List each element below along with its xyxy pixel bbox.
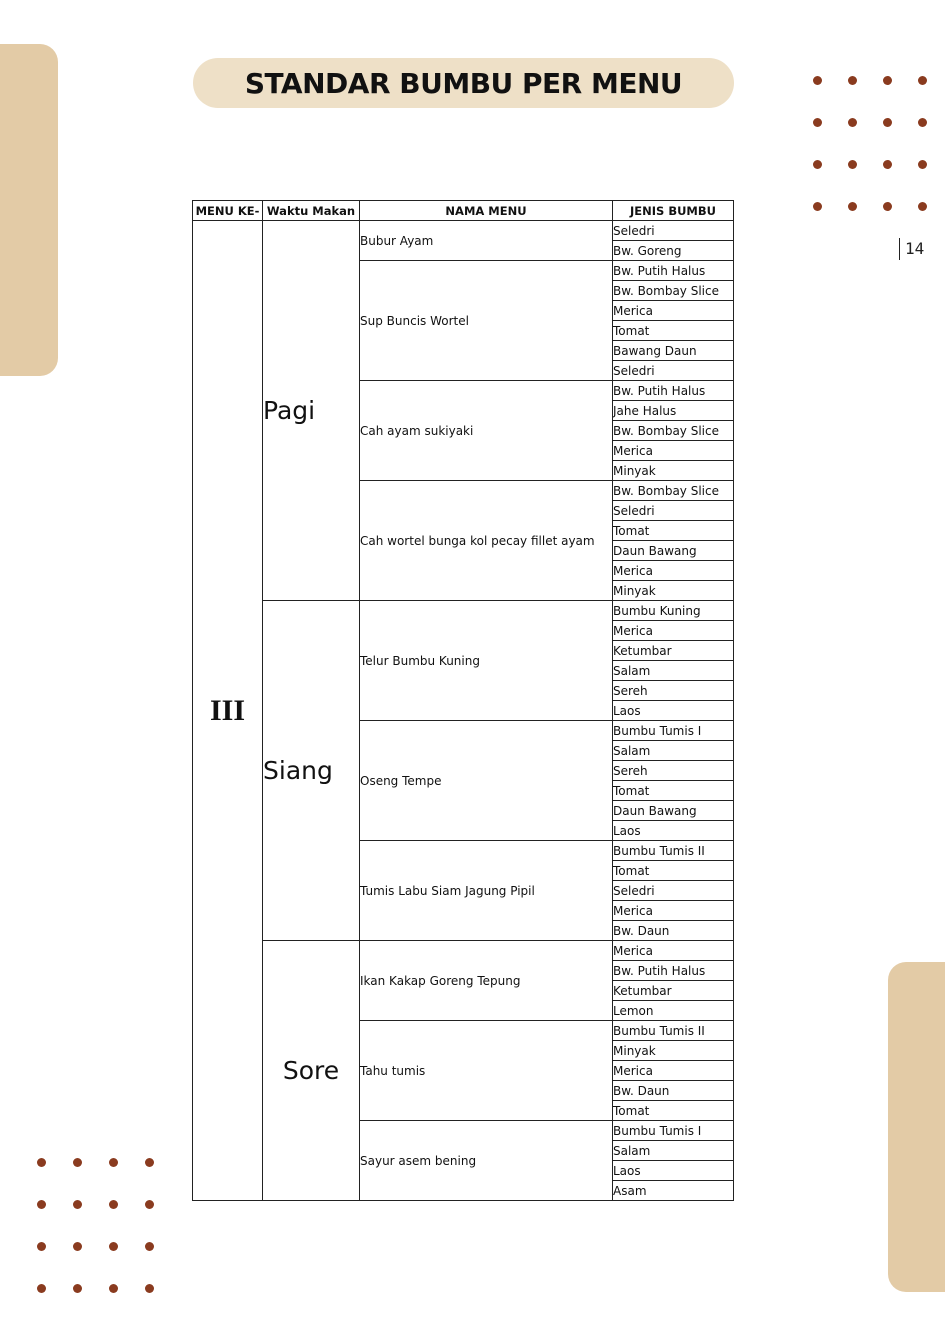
decorative-dot <box>918 76 927 85</box>
jenis-bumbu-cell: Daun Bawang <box>613 801 734 821</box>
decorative-dot <box>883 160 892 169</box>
decorative-dot <box>918 202 927 211</box>
decorative-dot <box>73 1158 82 1167</box>
jenis-bumbu-cell: Bw. Bombay Slice <box>613 281 734 301</box>
jenis-bumbu-cell: Ketumbar <box>613 641 734 661</box>
header-menu-ke: MENU KE- <box>193 201 263 221</box>
jenis-bumbu-cell: Salam <box>613 661 734 681</box>
decorative-dot <box>813 160 822 169</box>
decorative-dot <box>109 1284 118 1293</box>
waktu-makan-cell: Siang <box>263 601 360 941</box>
jenis-bumbu-cell: Bw. Putih Halus <box>613 961 734 981</box>
jenis-bumbu-cell: Seledri <box>613 361 734 381</box>
jenis-bumbu-cell: Sereh <box>613 681 734 701</box>
waktu-makan-cell: Pagi <box>263 221 360 601</box>
jenis-bumbu-cell: Bw. Daun <box>613 921 734 941</box>
jenis-bumbu-cell: Bw. Goreng <box>613 241 734 261</box>
jenis-bumbu-cell: Bw. Bombay Slice <box>613 481 734 501</box>
nama-menu-cell: Bubur Ayam <box>360 221 613 261</box>
jenis-bumbu-cell: Ketumbar <box>613 981 734 1001</box>
header-waktu-makan: Waktu Makan <box>263 201 360 221</box>
jenis-bumbu-cell: Salam <box>613 1141 734 1161</box>
decorative-dot <box>883 76 892 85</box>
decorative-side-tab-right <box>888 962 945 1292</box>
decorative-dot <box>813 202 822 211</box>
jenis-bumbu-cell: Laos <box>613 821 734 841</box>
decorative-dot <box>37 1284 46 1293</box>
decorative-dot <box>109 1200 118 1209</box>
jenis-bumbu-cell: Minyak <box>613 1041 734 1061</box>
jenis-bumbu-cell: Merica <box>613 301 734 321</box>
jenis-bumbu-cell: Asam <box>613 1181 734 1201</box>
jenis-bumbu-cell: Seledri <box>613 501 734 521</box>
jenis-bumbu-cell: Merica <box>613 1061 734 1081</box>
table-header-row <box>193 201 734 221</box>
decorative-dot <box>37 1242 46 1251</box>
jenis-bumbu-cell: Tomat <box>613 1101 734 1121</box>
jenis-bumbu-cell: Merica <box>613 441 734 461</box>
jenis-bumbu-cell: Bumbu Kuning <box>613 601 734 621</box>
decorative-dot <box>145 1158 154 1167</box>
decorative-dot <box>848 160 857 169</box>
jenis-bumbu-cell: Merica <box>613 941 734 961</box>
nama-menu-cell: Tahu tumis <box>360 1021 613 1121</box>
decorative-dot <box>73 1200 82 1209</box>
nama-menu-cell: Cah ayam sukiyaki <box>360 381 613 481</box>
jenis-bumbu-cell: Bumbu Tumis I <box>613 1121 734 1141</box>
jenis-bumbu-cell: Tomat <box>613 781 734 801</box>
jenis-bumbu-cell: Merica <box>613 621 734 641</box>
table-row <box>193 941 734 961</box>
jenis-bumbu-cell: Bumbu Tumis II <box>613 841 734 861</box>
jenis-bumbu-cell: Bw. Daun <box>613 1081 734 1101</box>
jenis-bumbu-cell: Sereh <box>613 761 734 781</box>
decorative-dot <box>37 1158 46 1167</box>
decorative-dot <box>109 1158 118 1167</box>
jenis-bumbu-cell: Daun Bawang <box>613 541 734 561</box>
jenis-bumbu-cell: Merica <box>613 561 734 581</box>
jenis-bumbu-cell: Minyak <box>613 581 734 601</box>
decorative-dot <box>813 76 822 85</box>
decorative-dot <box>109 1242 118 1251</box>
decorative-dot <box>145 1200 154 1209</box>
header-jenis-bumbu: JENIS BUMBU <box>613 201 734 221</box>
jenis-bumbu-cell: Merica <box>613 901 734 921</box>
decorative-dot <box>848 118 857 127</box>
jenis-bumbu-cell: Bw. Putih Halus <box>613 381 734 401</box>
page-title-banner <box>193 58 734 108</box>
nama-menu-cell: Telur Bumbu Kuning <box>360 601 613 721</box>
jenis-bumbu-cell: Jahe Halus <box>613 401 734 421</box>
jenis-bumbu-cell: Tomat <box>613 521 734 541</box>
nama-menu-cell: Sup Buncis Wortel <box>360 261 613 381</box>
decorative-dot <box>73 1284 82 1293</box>
table-row <box>193 221 734 241</box>
decorative-dot <box>918 118 927 127</box>
jenis-bumbu-cell: Bumbu Tumis I <box>613 721 734 741</box>
table-body <box>193 221 734 1201</box>
jenis-bumbu-cell: Seledri <box>613 221 734 241</box>
seasoning-table <box>192 200 734 1201</box>
nama-menu-cell: Oseng Tempe <box>360 721 613 841</box>
decorative-dot <box>883 118 892 127</box>
jenis-bumbu-cell: Lemon <box>613 1001 734 1021</box>
nama-menu-cell: Tumis Labu Siam Jagung Pipil <box>360 841 613 941</box>
decorative-side-tab-left <box>0 44 58 376</box>
nama-menu-cell: Cah wortel bunga kol pecay fillet ayam <box>360 481 613 601</box>
decorative-dot <box>848 76 857 85</box>
header-nama-menu: NAMA MENU <box>360 201 613 221</box>
jenis-bumbu-cell: Bw. Putih Halus <box>613 261 734 281</box>
jenis-bumbu-cell: Seledri <box>613 881 734 901</box>
jenis-bumbu-cell: Tomat <box>613 321 734 341</box>
decorative-dot <box>145 1284 154 1293</box>
jenis-bumbu-cell: Bumbu Tumis II <box>613 1021 734 1041</box>
decorative-dot <box>883 202 892 211</box>
jenis-bumbu-cell: Tomat <box>613 861 734 881</box>
nama-menu-cell: Ikan Kakap Goreng Tepung <box>360 941 613 1021</box>
decorative-dot <box>848 202 857 211</box>
page-number: 14 <box>899 238 924 260</box>
jenis-bumbu-cell: Salam <box>613 741 734 761</box>
jenis-bumbu-cell: Laos <box>613 1161 734 1181</box>
waktu-makan-cell: Sore <box>263 941 360 1201</box>
jenis-bumbu-cell: Bw. Bombay Slice <box>613 421 734 441</box>
decorative-dot <box>918 160 927 169</box>
jenis-bumbu-cell: Minyak <box>613 461 734 481</box>
menu-ke-cell: III <box>193 221 263 1201</box>
decorative-dot <box>813 118 822 127</box>
jenis-bumbu-cell: Laos <box>613 701 734 721</box>
decorative-dot <box>145 1242 154 1251</box>
nama-menu-cell: Sayur asem bening <box>360 1121 613 1201</box>
decorative-dot <box>73 1242 82 1251</box>
jenis-bumbu-cell: Bawang Daun <box>613 341 734 361</box>
decorative-dot <box>37 1200 46 1209</box>
table-row <box>193 601 734 621</box>
page-title: STANDAR BUMBU PER MENU <box>244 66 683 100</box>
